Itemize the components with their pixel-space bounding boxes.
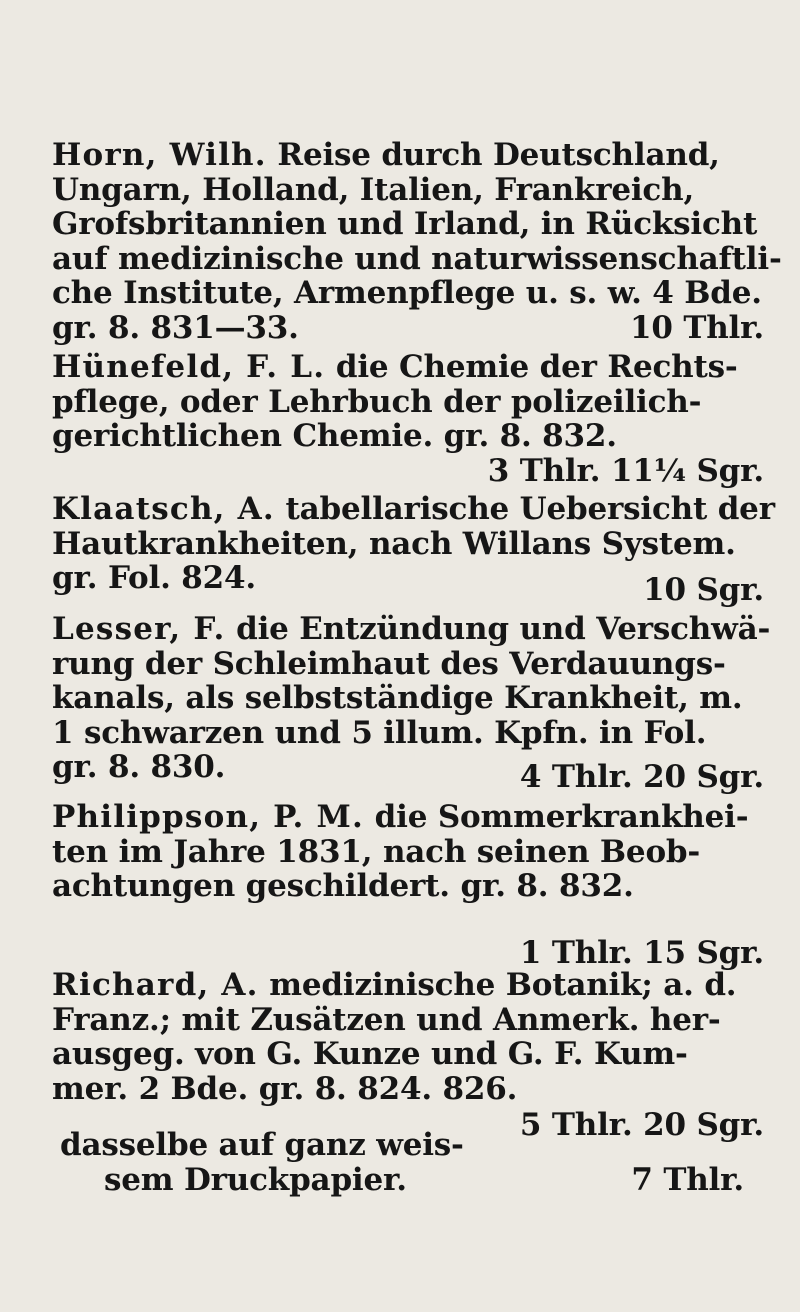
entry-author: Richard, A. — [52, 967, 259, 1003]
entry-text-line: auf medizinische und naturwissenschaftli- — [52, 240, 782, 277]
entry-price: 1 Thlr. 15 Sgr. — [519, 935, 764, 971]
entry-author: Hünefeld, F. L. — [52, 349, 326, 385]
entry-text-line: che Institute, Armenpflege u. s. w. 4 Bde. — [52, 275, 762, 311]
entry-text-line: medizinische Botanik; a. d. — [269, 967, 737, 1003]
entry-text-line: Hautkrankheiten, nach Willans System. — [52, 525, 736, 562]
catalog-entry-philippson — [52, 800, 764, 904]
entry-price: 4 Thlr. 20 Sgr. — [519, 759, 764, 795]
entry-author: Horn, Wilh. — [52, 137, 267, 173]
entry-author: Philippson, P. M. — [52, 799, 365, 835]
entry-text-line: die Chemie der Rechts- — [335, 349, 738, 385]
entry-text-line: die Entzündung und Verschwä- — [236, 611, 771, 647]
entry-text-line: rung der Schleimhaut des Verdauungs- — [52, 645, 726, 682]
entry-text-line: gr. 8. 830. — [52, 749, 226, 785]
entry-price: 10 Thlr. — [630, 309, 764, 346]
entry-text-line: tabellarische Uebersicht der — [285, 491, 775, 527]
entry-price: 10 Sgr. — [643, 572, 764, 608]
entry-text-line: sem Druckpapier. — [104, 1161, 407, 1198]
entry-text-line: dasselbe auf ganz weis- — [60, 1127, 464, 1163]
entry-text-line: Grofsbritannien und Irland, in Rücksicht — [52, 206, 758, 242]
catalog-entry-horn — [52, 137, 782, 346]
entry-text-line: mer. 2 Bde. gr. 8. 824. 826. — [52, 1070, 518, 1107]
entry-text-line: gr. 8. 831—33. — [52, 309, 299, 346]
entry-text-line: gerichtlichen Chemie. gr. 8. 832. — [52, 418, 617, 454]
entry-price: 7 Thlr. — [631, 1161, 744, 1198]
entry-text-line: Franz.; mit Zusätzen und Anmerk. her- — [52, 1001, 721, 1038]
catalog-entry-richard — [52, 968, 764, 1106]
entry-text-line: kanals, als selbstständige Krankheit, m. — [52, 680, 743, 716]
catalog-entry-klaatsch — [52, 491, 775, 608]
entry-price: 3 Thlr. 11¼ Sgr. — [487, 452, 764, 489]
entry-text-line: Ungarn, Holland, Italien, Frankreich, — [52, 171, 695, 208]
entry-price: 5 Thlr. 20 Sgr. — [519, 1107, 764, 1143]
catalog-entry-lesser — [52, 611, 771, 795]
philippson-price-line — [52, 936, 764, 971]
entry-author: Lesser, F. — [52, 611, 226, 647]
catalog-entry-huenefeld — [52, 350, 764, 488]
entry-text-line: ausgeg. von G. Kunze und G. F. Kum- — [52, 1036, 688, 1072]
entry-text-line: pflege, oder Lehrbuch der polizeilich- — [52, 383, 702, 420]
entry-text-line: Reise durch Deutschland, — [277, 137, 720, 173]
entry-text-line: die Sommerkrankhei- — [374, 799, 749, 835]
entry-text-line: 1 schwarzen und 5 illum. Kpfn. in Fol. — [52, 714, 707, 751]
entry-text-line: ten im Jahre 1831, nach seinen Beob- — [52, 833, 701, 870]
catalog-entry-dasselbe — [52, 1128, 764, 1197]
entry-text-line: gr. Fol. 824. — [52, 560, 257, 596]
entry-author: Klaatsch, A. — [52, 491, 275, 527]
entry-text-line: achtungen geschildert. gr. 8. 832. — [52, 868, 634, 904]
